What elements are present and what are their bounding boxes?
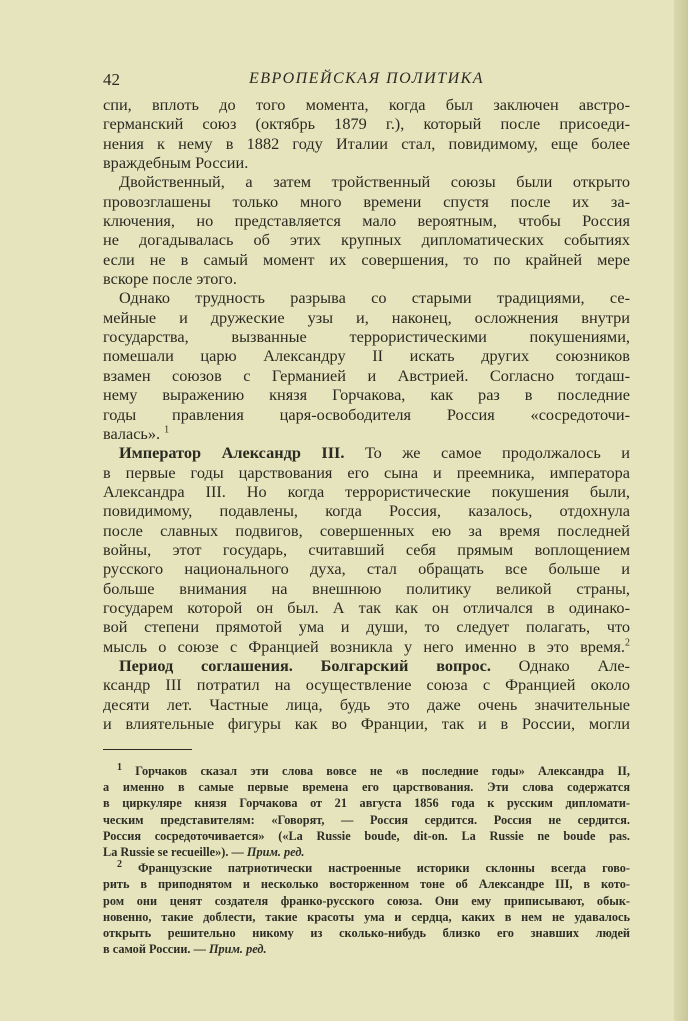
footnote-marker: 1 — [117, 761, 122, 773]
text-line — [103, 134, 630, 153]
running-header — [103, 70, 630, 92]
footnote-marker: 2 — [117, 859, 122, 871]
footnote-marker: 2 — [625, 637, 630, 649]
text-segment: Александра III. Но когда террористические покушения были, — [103, 481, 630, 501]
text-line — [103, 153, 630, 172]
text-segment: в первые годы царствования его сына и преемника, императора — [103, 462, 630, 482]
text-line — [103, 95, 630, 114]
footnote-line — [103, 860, 630, 876]
text-line — [103, 405, 630, 424]
text-line — [103, 482, 630, 501]
text-segment: новенно, такие доблести, такие красоты ума и сердца, каких в нем не удавалось — [103, 909, 630, 924]
footnote-line — [103, 925, 630, 941]
footnotes — [103, 763, 630, 957]
text-segment: То же самое продолжалось и — [344, 443, 630, 463]
footnote-line — [103, 828, 630, 844]
text-line — [103, 172, 630, 191]
text-segment: Двойственный, а затем тройственный союзы были открыто — [119, 172, 630, 192]
text-line — [103, 637, 630, 656]
text-line — [103, 114, 630, 133]
text-segment: вскоре после этого. — [103, 269, 237, 289]
text-line — [103, 308, 630, 327]
text-line — [103, 443, 630, 462]
page-edge-shadow — [674, 0, 688, 1021]
text-line — [103, 579, 630, 598]
text-segment: в самой России. — — [103, 942, 209, 957]
text-segment: ключения, но представляется мало вероятным, чтобы Россия — [103, 211, 630, 231]
footnote-line — [103, 909, 630, 925]
text-segment: повидимому, подавлены, когда Россия, казалось, отдохнула — [103, 501, 630, 521]
text-segment: десяти лет. Частные лица, будь это даже очень значительные — [103, 694, 630, 714]
text-line — [103, 559, 630, 578]
editor-note: Прим. ред. — [246, 844, 305, 859]
text-segment: Горчаков сказал эти слова вовсе не «в последние годы» Александра II, — [122, 764, 630, 778]
footnote-line — [103, 763, 630, 779]
text-line — [103, 346, 630, 365]
section-heading: Период соглашения. Болгарский вопрос. — [119, 655, 491, 675]
text-segment: спи, вплоть до того момента, когда был заключен австро- — [103, 95, 630, 114]
text-segment: взамен союзов с Германией и Австрией. Согласно тогдаш- — [103, 365, 630, 385]
footnote-line — [103, 795, 630, 811]
running-title: ЕВРОПЕЙСКАЯ ПОЛИТИКА — [248, 70, 485, 87]
text-segment: ческим представителям: «Говорят, — Россия сердится. Россия не сердится. — [103, 812, 630, 827]
text-segment: Французские патриотически настроенные историки склонны всегда гово- — [122, 861, 630, 876]
text-line — [103, 501, 630, 520]
text-line — [103, 366, 630, 385]
text-segment: провозглашены только много времени спустя после их за- — [103, 191, 630, 211]
text-segment: больше внимания на внешнюю политику великой страны, — [103, 578, 630, 598]
text-line — [103, 540, 630, 559]
text-line — [103, 598, 630, 617]
section-heading: Император Александр III. — [119, 443, 345, 463]
text-segment: Россия сосредоточивается» («La Russie boude, dit-on. La Russie ne boude pas. — [103, 828, 630, 843]
text-line — [103, 675, 630, 694]
text-segment: и влиятельные фигуры как во Франции, так и в России, могли — [103, 714, 630, 733]
footnote-line — [103, 893, 630, 909]
text-line — [103, 269, 630, 288]
text-segment: помешали царю Александру II искать других союзников — [103, 346, 630, 366]
text-line — [103, 617, 630, 636]
text-segment: ксандр III потратил на осуществление союза с Францией около — [103, 675, 630, 695]
text-segment: русского национального духа, стал обращать все больше и — [103, 559, 630, 579]
main-text — [103, 95, 630, 733]
text-segment: рить в приподнятом и несколько восторженном тоне об Александре III, в кото- — [103, 877, 630, 892]
text-line — [103, 192, 630, 211]
footnote-line — [103, 941, 630, 957]
text-segment: вой степени прямотой ума и души, то следует полагать, что — [103, 617, 630, 637]
text-line — [103, 288, 630, 307]
text-segment: открыть решительно никому из сколько-нибудь близко его знавших людей — [103, 925, 630, 940]
footnote-line — [103, 844, 630, 860]
text-line — [103, 424, 630, 443]
text-segment: если не в самый момент их совершения, то по крайней мере — [103, 249, 630, 269]
text-segment: La Russie se recueille»). — — [103, 844, 247, 859]
text-line — [103, 714, 630, 733]
text-line — [103, 385, 630, 404]
text-segment: нему выражению князя Горчакова, как раз в последние — [103, 385, 630, 405]
text-segment: а именно в самые первые времена его царствования. Эти слова содержатся — [103, 780, 630, 795]
text-segment: германский союз (октябрь 1879 г.), который после присоеди- — [103, 114, 630, 134]
text-line — [103, 211, 630, 230]
text-segment: мысль о союзе с Францией возникла у него именно в это время. — [103, 636, 625, 656]
text-line — [103, 463, 630, 482]
text-segment: после славных подвигов, совершенных ею за время последней — [103, 520, 630, 540]
text-segment: мейные и дружеские узы и, наконец, осложнения внутри — [103, 307, 630, 327]
text-segment: Однако Але- — [490, 655, 630, 675]
text-segment: ром они ценят создателя франко-русского союза. Они ему приписывают, обык- — [103, 893, 630, 908]
text-segment: валась». — [103, 423, 165, 443]
footnote-line — [103, 779, 630, 795]
editor-note: Прим. ред. — [208, 942, 267, 957]
text-segment: годы правления царя-освободителя Россия «сосредоточи- — [103, 404, 630, 424]
text-line — [103, 695, 630, 714]
footnote-divider — [103, 749, 192, 750]
text-segment: государем которой он был. А так как он отличался в одинако- — [103, 597, 630, 617]
text-segment: Однако трудность разрыва со старыми традициями, се- — [119, 288, 630, 308]
text-line — [103, 656, 630, 675]
text-segment: не догадывалась об этих крупных дипломатических событиях — [103, 230, 630, 250]
text-segment: войны, этот государь, считавший себя прямым воплощением — [103, 539, 630, 559]
page-number: 42 — [103, 70, 120, 89]
footnote-line — [103, 812, 630, 828]
text-segment: нения к нему в 1882 году Италии стал, повидимому, еще более — [103, 133, 630, 153]
text-line — [103, 521, 630, 540]
footnote-line — [103, 876, 630, 892]
text-segment: в циркуляре князя Горчакова от 21 августа 1856 года к русским дипломати- — [103, 796, 630, 811]
text-segment: государства, вызванные террористическими покушениями, — [103, 327, 630, 347]
text-segment: враждебным России. — [103, 153, 249, 173]
text-line — [103, 250, 630, 269]
footnote-marker: 1 — [164, 424, 170, 436]
text-line — [103, 230, 630, 249]
text-line — [103, 327, 630, 346]
